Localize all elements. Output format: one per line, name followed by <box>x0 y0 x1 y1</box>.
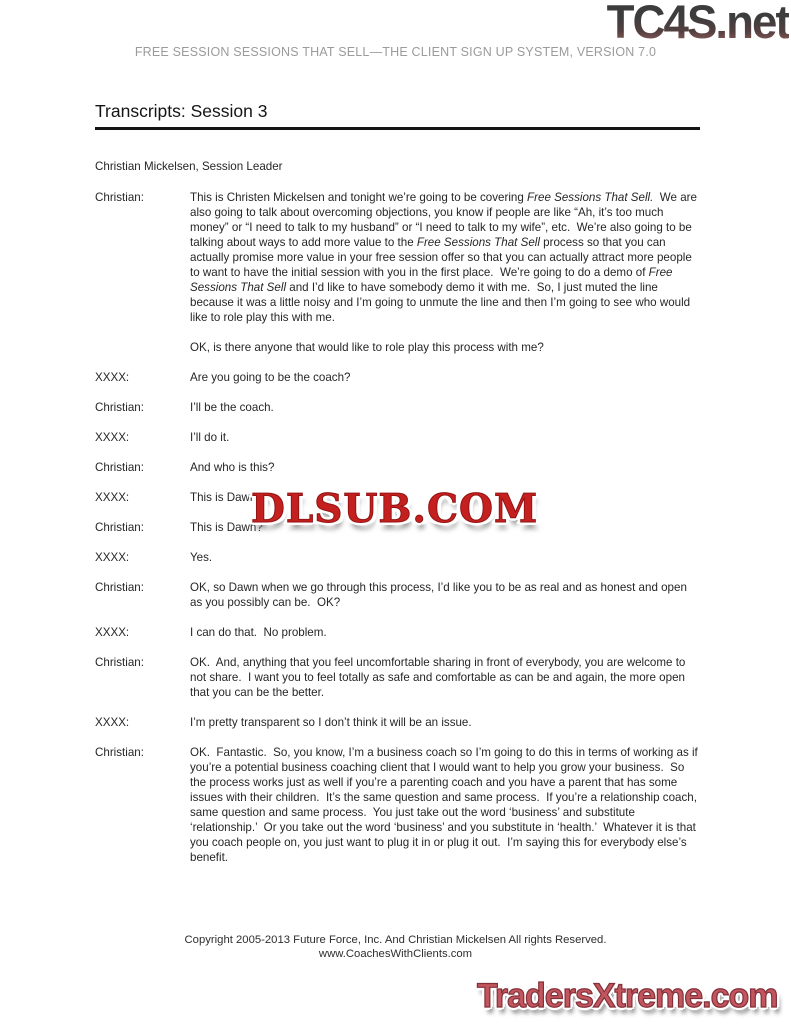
page-title: Transcripts: Session 3 <box>95 101 268 121</box>
session-leader-line: Christian Mickelsen, Session Leader <box>95 160 283 173</box>
speech-body <box>190 400 701 415</box>
speaker-label: XXXX: <box>95 551 130 564</box>
speech-body <box>190 190 701 355</box>
dialogue-row <box>95 190 701 355</box>
speaker-label: Christian: <box>95 191 144 204</box>
dialogue-row <box>95 400 701 415</box>
tradersxtreme-watermark: TradersXtreme.com <box>477 977 778 1015</box>
speaker-label: XXXX: <box>95 716 130 729</box>
page-footer <box>0 933 791 961</box>
speech-paragraph: Yes. <box>190 551 213 564</box>
speaker-label: Christian: <box>95 461 144 474</box>
speech-body <box>190 370 701 385</box>
speaker-label: XXXX: <box>95 491 130 504</box>
speech-paragraph: I can do that. No problem. <box>190 626 327 639</box>
speech-paragraph: This is Christen Mickelsen and tonight we’re going to be covering Free Sessions That Sell. We are also going to talk about overcoming objections, you know if people are like “Ah, it’s too much money” or “I need to talk to my husband” or “I need to talk to my wife”, etc. We’re also going to be talking about ways to add more value to the Free Sessions That Sell process so that you can actually promise more value in your free session offer so that you can actually attract more people to want to have the initial session with you in the first place. We’re going to do a demo of Free Sessions That Sell and I’d like to have somebody demo it with me. So, I just muted the line because it was a little noisy and I’m going to unmute the line and then I’m going to see who would like to role play this with me. <box>190 191 701 324</box>
dialogue-row <box>95 550 701 565</box>
dlsub-watermark: DLSUB.COM <box>251 486 539 532</box>
dialogue-row <box>95 460 701 475</box>
speaker-label: Christian: <box>95 746 144 759</box>
dialogue-row <box>95 430 701 445</box>
speech-paragraph: I’ll do it. <box>190 431 230 444</box>
copyright-line: Copyright 2005-2013 Future Force, Inc. And Christian Mickelsen All rights Reserved. <box>184 934 607 946</box>
dialogue-row <box>95 625 701 640</box>
speech-paragraph: OK. And, anything that you feel uncomfortable sharing in front of everybody, you are welcome to not share. I want you to feel totally as safe and comfortable as can be and again, the more open that you can be the better. <box>190 656 689 699</box>
speech-paragraph: OK. Fantastic. So, you know, I’m a business coach so I’m going to do this in terms of working as if you’re a potential business coaching client that I would want to help you grow your business. So the process works just as well if you’re a parenting coach and you have a parent that has some issues with their children. It’s the same question and same process. If you’re a relationship coach, same question and same process. You just take out the word ‘business’ and substitute ‘relationship.’ Or you take out the word ‘business’ and you substitute in ‘health.’ Whatever it is that you coach people on, you just want to plug it in or plug it out. I’m saying this for everybody else’s benefit. <box>190 746 702 864</box>
dialogue-row <box>95 370 701 385</box>
speech-paragraph: OK, so Dawn when we go through this process, I’d like you to be as real and as honest and open as you possibly can be. OK? <box>190 581 691 609</box>
speaker-label: Christian: <box>95 656 144 669</box>
dialogue-row <box>95 655 701 700</box>
speaker-label: XXXX: <box>95 431 130 444</box>
speech-body <box>190 655 701 700</box>
speech-paragraph: I’ll be the coach. <box>190 401 274 414</box>
footer-url: www.CoachesWithClients.com <box>318 948 473 960</box>
speech-body <box>190 715 701 730</box>
speech-paragraph: I’m pretty transparent so I don’t think it will be an issue. <box>190 716 472 729</box>
title-block <box>95 101 700 130</box>
speaker-label: XXXX: <box>95 371 130 384</box>
dialogue-row <box>95 715 701 730</box>
speech-body <box>190 430 701 445</box>
speaker-label: XXXX: <box>95 626 130 639</box>
speech-body <box>190 550 701 565</box>
speech-body <box>190 625 701 640</box>
speech-body <box>190 745 701 865</box>
speaker-label: Christian: <box>95 581 144 594</box>
dialogue-row <box>95 745 701 865</box>
speech-paragraph: This is Dawn <box>190 491 257 504</box>
speech-paragraph: Are you going to be the coach? <box>190 371 351 384</box>
speech-body <box>190 460 701 475</box>
dialogue-row <box>95 580 701 610</box>
speech-body <box>190 580 701 610</box>
dialogue <box>95 190 701 880</box>
speech-paragraph: And who is this? <box>190 461 275 474</box>
speaker-label: Christian: <box>95 521 144 534</box>
tc4s-logo-watermark: TC4S.net <box>607 0 789 49</box>
running-header: FREE SESSION SESSIONS THAT SELL—THE CLIENT SIGN UP SYSTEM, VERSION 7.0 <box>134 45 657 59</box>
speech-paragraph: OK, is there anyone that would like to role play this process with me? <box>190 341 544 354</box>
speech-paragraph: This is Dawn? <box>190 521 263 534</box>
speaker-label: Christian: <box>95 401 144 414</box>
